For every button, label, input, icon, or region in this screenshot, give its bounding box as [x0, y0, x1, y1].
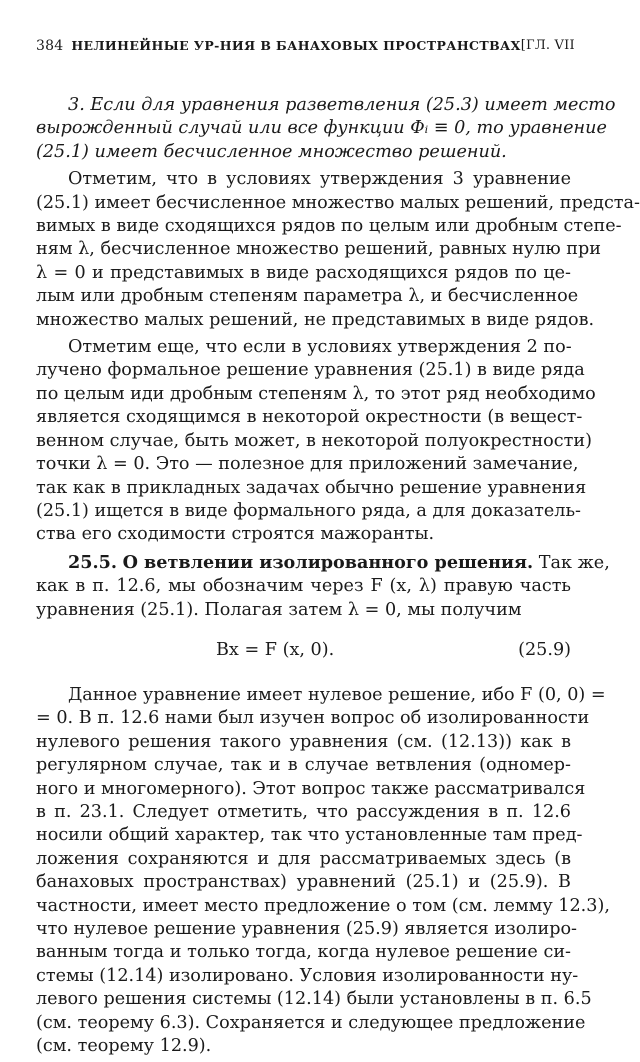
- paragraph-1: [36, 168, 640, 332]
- text-line: частности, имеет место предложение о том (см. лемму 12.3),: [36, 895, 610, 916]
- text-line: левого решения системы (12.14) были установлены в п. 6.5: [36, 989, 592, 1010]
- text-line: (см. теорему 12.9).: [36, 1036, 212, 1057]
- page-number: 384: [36, 38, 64, 54]
- text-line: Данное уравнение имеет нулевое решение, ибо F (0, 0) =: [68, 684, 606, 705]
- text-line: (25.1) имеет бесчисленное множество решений.: [36, 141, 507, 162]
- text-fragment: Так же,: [538, 552, 610, 573]
- equation-expression: Bx = F (x, 0).: [216, 639, 335, 660]
- text-line: регулярном случае, так и в случае ветвления (одномер-: [36, 755, 571, 776]
- text-line: вырожденный случай или все функции Φᵢ ≡ 0, то уравнение: [36, 118, 607, 139]
- text-line: ням λ, бесчисленное множество решений, равных нулю при: [36, 239, 602, 260]
- statement-3: [36, 94, 616, 164]
- text-line: Отметим еще, что если в условиях утверждения 2 по-: [68, 337, 572, 358]
- equation-25-9: [36, 640, 571, 660]
- text-line: лым или дробным степеням параметра λ, и бесчисленное: [36, 286, 579, 307]
- text-line: стемы (12.14) изолировано. Условия изолированности ну-: [36, 965, 579, 986]
- text-line: (25.1) ищется в виде формального ряда, а для доказатель-: [36, 500, 582, 521]
- text-line: банаховых пространствах) уравнений (25.1) и (25.9). В: [36, 872, 571, 893]
- text-line: венном случае, быть может, в некоторой полуокрестности): [36, 430, 592, 451]
- text-line: (25.1) имеет бесчисленное множество малых решений, предста-: [36, 192, 640, 213]
- section-number: 25.5.: [68, 551, 117, 573]
- text-line: (см. теорему 6.3). Сохраняется и следующее предложение: [36, 1012, 586, 1033]
- text-line: ства его сходимости строятся мажоранты.: [36, 524, 435, 545]
- text-line: лучено формальное решение уравнения (25.1) в виде ряда: [36, 360, 585, 381]
- text-line: что нулевое решение уравнения (25.9) является изолиро-: [36, 919, 577, 939]
- text-line: вимых в виде сходящихся рядов по целым или дробным степе-: [36, 216, 622, 237]
- equation-number: (25.9): [518, 639, 571, 660]
- text-line: уравнения (25.1). Полагая затем λ = 0, мы получим: [36, 599, 522, 620]
- paragraph-3: [36, 684, 610, 1059]
- text-line: ванным тогда и только тогда, когда нулевое решение си-: [36, 942, 571, 963]
- section-heading: О ветвлении изолированного решения.: [122, 551, 534, 573]
- chapter-label: [ГЛ. VII: [520, 38, 575, 53]
- section-heading-line: [36, 551, 610, 575]
- text-line: по целым иди дробным степеням λ, то этот ряд необходимо: [36, 383, 596, 404]
- section-25-5: [36, 551, 610, 622]
- text-line: = 0. В п. 12.6 нами был изучен вопрос об изолированности: [36, 708, 590, 729]
- text-line: Отметим, что в условиях утверждения 3 уравнение: [68, 169, 571, 190]
- text-line: носили общий характер, так что установленные там пред-: [36, 825, 583, 846]
- text-line: 3. Если для уравнения разветвления (25.3) имеет место: [68, 95, 616, 115]
- text-line: нулевого решения такого уравнения (см. (12.13)) как в: [36, 731, 571, 752]
- text-line: так как в прикладных задачах обычно решение уравнения: [36, 477, 587, 498]
- text-line: λ = 0 и представимых в виде расходящихся рядов по це-: [36, 262, 571, 283]
- running-head: [36, 38, 575, 54]
- text-line: как в п. 12.6, мы обозначим через F (x, λ) правую часть: [36, 576, 571, 597]
- text-line: является сходящимся в некоторой окрестности (в вещест-: [36, 407, 583, 428]
- text-line: множество малых решений, не представимых в виде рядов.: [36, 309, 595, 330]
- text-line: в п. 23.1. Следует отметить, что рассуждения в п. 12.6: [36, 801, 571, 822]
- text-line: ного и многомерного). Этот вопрос также рассматривался: [36, 778, 586, 799]
- text-line: ложения сохраняются и для рассматриваемых здесь (в: [36, 848, 571, 869]
- book-page: [36, 38, 640, 1062]
- running-title: НЕЛИНЕЙНЫЕ УР-НИЯ В БАНАХОВЫХ ПРОСТРАНСТВАХ: [71, 38, 521, 53]
- paragraph-2: [36, 336, 596, 547]
- text-line: точки λ = 0. Это — полезное для приложений замечание,: [36, 454, 579, 475]
